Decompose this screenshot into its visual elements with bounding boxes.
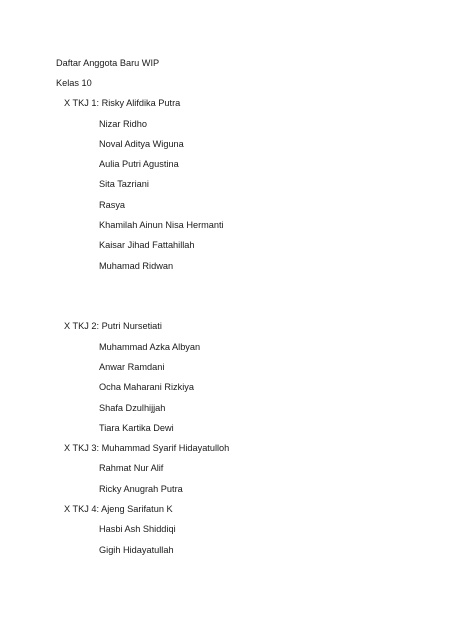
member-item: Khamilah Ainun Nisa Hermanti: [99, 220, 224, 230]
group-heading: X TKJ 1: Risky Alifdika Putra: [64, 98, 181, 108]
member-item: Sita Tazriani: [99, 179, 149, 189]
member-item: Rahmat Nur Alif: [99, 463, 164, 473]
member-item: Hasbi Ash Shiddiqi: [99, 524, 176, 534]
grade-label: Kelas 10: [56, 78, 92, 88]
group-heading: X TKJ 3: Muhammad Syarif Hidayatulloh: [64, 443, 230, 453]
member-item: Anwar Ramdani: [99, 362, 165, 372]
member-item: Muhamad Ridwan: [99, 261, 174, 271]
member-item: Gigih Hidayatullah: [99, 545, 174, 555]
member-item: Ocha Maharani Rizkiya: [99, 382, 194, 392]
member-item: Tiara Kartika Dewi: [99, 423, 174, 433]
member-item: Noval Aditya Wiguna: [99, 139, 184, 149]
group-heading: X TKJ 2: Putri Nursetiati: [64, 321, 162, 331]
member-item: Kaisar Jihad Fattahillah: [99, 240, 195, 250]
member-item: Aulia Putri Agustina: [99, 159, 179, 169]
group-heading: X TKJ 4: Ajeng Sarifatun K: [64, 504, 173, 514]
member-item: Ricky Anugrah Putra: [99, 484, 183, 494]
member-item: Muhammad Azka Albyan: [99, 342, 201, 352]
document-title: Daftar Anggota Baru WIP: [56, 58, 160, 68]
member-item: Nizar Ridho: [99, 119, 147, 129]
member-item: Shafa Dzulhijjah: [99, 403, 166, 413]
member-item: Rasya: [99, 200, 126, 210]
